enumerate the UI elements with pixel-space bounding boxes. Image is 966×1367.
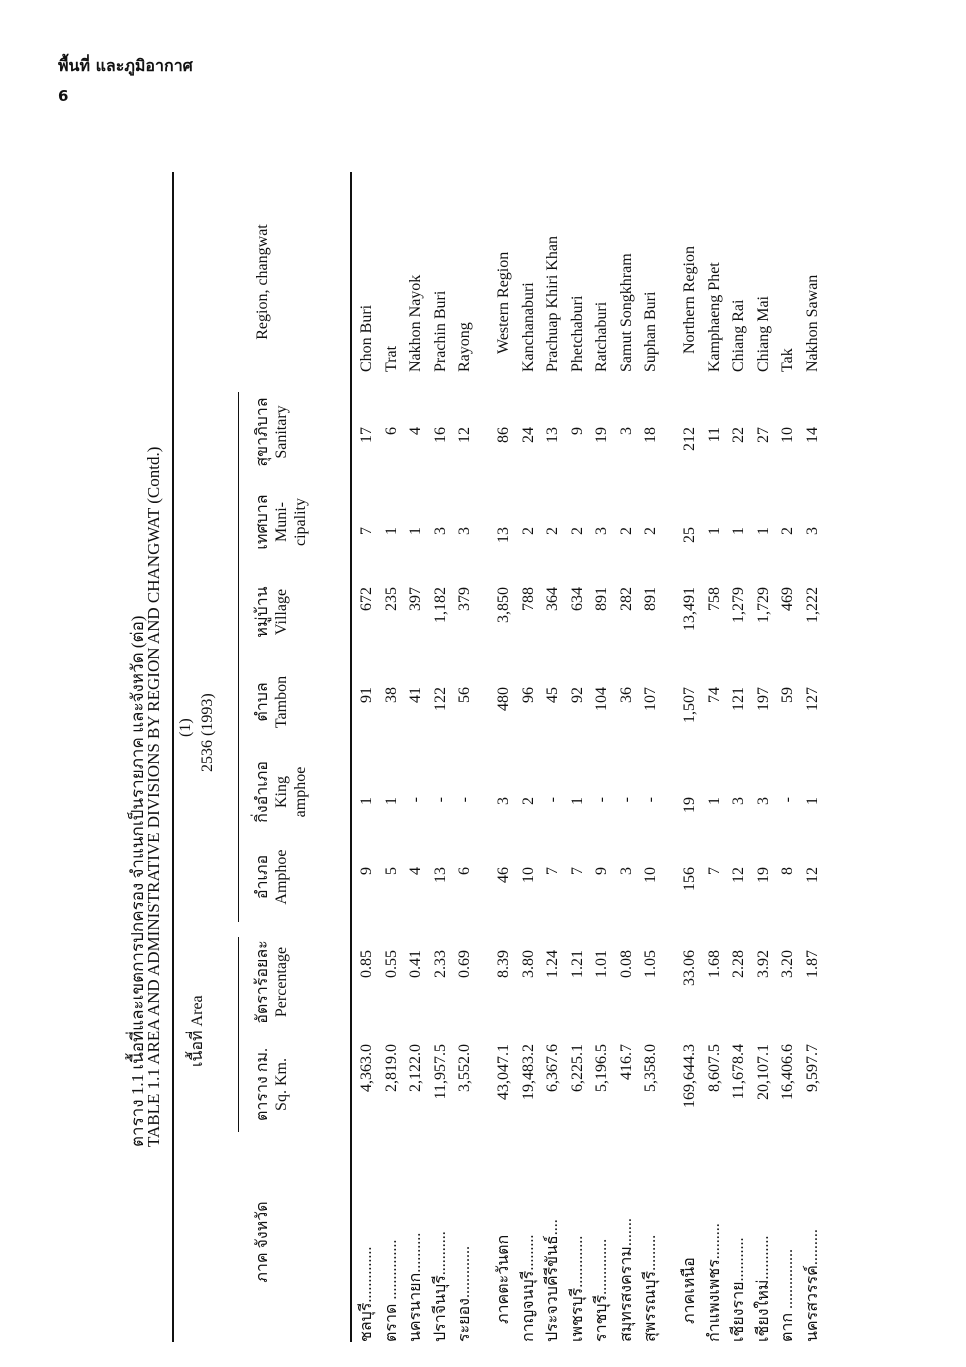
header-tambon: ตำบล Tambon [254,675,290,729]
cell-municipality: 2 [779,527,797,535]
cell-king-amphoe: - [642,797,660,803]
cell-amphoe: 4 [407,867,424,875]
cell-king-amphoe: - [779,797,797,803]
cell-sanitary: 22 [730,427,748,443]
cell-sqkm: 43,047.1 [495,1044,513,1100]
cell-sanitary: 27 [754,427,772,443]
cell-municipality: 2 [642,527,660,535]
cell-changwat-thai: ชลบุรี.............. [358,1246,375,1342]
cell-village: 758 [705,587,723,611]
cell-amphoe: 7 [705,867,723,875]
cell-percentage: 0.08 [617,950,635,978]
cell-percentage: 3.92 [754,950,772,978]
cell-sanitary: 3 [617,427,635,435]
cell-percentage: 1.21 [568,950,586,978]
cell-sanitary: 10 [779,427,797,443]
running-head-title: พื้นที่ และภูมิอากาศ [58,56,193,75]
cell-king-amphoe: 1 [382,797,400,805]
cell-tambon: 92 [568,687,586,703]
cell-sqkm: 416.7 [617,1044,635,1080]
cell-region-english: Trat [382,345,400,372]
cell-sanitary: 17 [358,427,375,443]
header-year-note: (1) [177,718,194,737]
cell-region-english: Kanchanaburi [519,282,537,372]
header-municipality: เทศบาล Muni- cipality [254,494,309,550]
cell-amphoe: 3 [617,867,635,875]
cell-amphoe: 10 [642,867,660,883]
cell-changwat-thai: เพชรบุรี............. [568,1235,586,1342]
cell-municipality: 2 [568,527,586,535]
cell-region-english: Phetchaburi [568,295,586,372]
cell-region-english: Northern Region [681,246,699,354]
cell-sqkm: 6,225.1 [568,1044,586,1092]
cell-region-english: Prachin Buri [431,290,449,372]
cell-amphoe: 9 [593,867,611,875]
cell-sanitary: 9 [568,427,586,435]
cell-tambon: 107 [642,687,660,711]
cell-village: 3,850 [495,587,513,623]
cell-sqkm: 4,363.0 [358,1044,375,1092]
cell-tambon: 74 [705,687,723,703]
cell-region-english: Chiang Mai [754,296,772,372]
cell-village: 235 [382,587,400,611]
cell-percentage: 8.39 [495,950,513,978]
cell-king-amphoe: 3 [730,797,748,805]
cell-king-amphoe: 19 [681,797,699,813]
header-king-amphoe: กิ่งอำเภอ King amphoe [254,761,309,823]
cell-sqkm: 3,552.0 [456,1044,473,1092]
cell-region-english: Chon Buri [358,304,375,372]
cell-percentage: 1.05 [642,950,660,978]
cell-village: 788 [519,587,537,611]
cell-village: 397 [407,587,424,611]
cell-amphoe: 7 [544,867,562,875]
cell-amphoe: 12 [803,867,821,883]
cell-sqkm: 2,122.0 [407,1044,424,1092]
cell-king-amphoe: 1 [568,797,586,805]
cell-tambon: 122 [431,687,449,711]
cell-municipality: 2 [519,527,537,535]
cell-tambon: 197 [754,687,772,711]
cell-region-english: Rayong [456,322,473,372]
cell-tambon: 36 [617,687,635,703]
cell-region-english: Tak [779,348,797,372]
cell-region-english: Nakhon Sawan [803,274,821,372]
cell-tambon: 480 [495,687,513,711]
cell-sqkm: 16,406.6 [779,1044,797,1100]
cell-region-english: Chiang Rai [730,299,748,372]
cell-king-amphoe: 3 [495,797,513,805]
header-percentage: อัตราร้อยละ Percentage [254,940,290,1024]
cell-changwat-thai: เชียงราย........... [730,1237,748,1342]
cell-village: 1,279 [730,587,748,623]
cell-amphoe: 10 [519,867,537,883]
cell-municipality: 1 [754,527,772,535]
cell-changwat-thai: ระยอง............. [456,1246,473,1342]
cell-changwat-thai: กาญจนบุรี......... [519,1234,537,1342]
cell-changwat-thai: ประจวบคีรีขันธ์.... [544,1219,562,1342]
cell-sanitary: 19 [593,427,611,443]
cell-amphoe: 5 [382,867,400,875]
cell-percentage: 33.06 [681,950,699,986]
cell-sqkm: 20,107.1 [754,1044,772,1100]
cell-king-amphoe: - [456,797,473,803]
area-group-rule [238,937,239,1132]
cell-sanitary: 13 [544,427,562,443]
cell-sqkm: 169,644.3 [681,1044,699,1108]
table-title-thai: ตาราง 1.1 เนื้อที่และเขตการปกครอง จำแนกเป็นรายภาค และจังหวัด (ต่อ) [128,615,147,1147]
cell-sqkm: 6,367.6 [544,1044,562,1092]
cell-sanitary: 24 [519,427,537,443]
cell-municipality: 2 [544,527,562,535]
cell-region-english: Western Region [495,251,513,354]
cell-municipality: 13 [495,527,513,543]
cell-region-english: Suphan Buri [642,291,660,372]
cell-changwat-thai: นครสวรรค์......... [803,1229,821,1342]
running-head [58,56,193,106]
cell-changwat-thai: ตราด ............... [382,1239,400,1342]
cell-village: 282 [617,587,635,611]
header-village: หมู่บ้าน Village [254,586,290,638]
cell-municipality: 3 [431,527,449,535]
cell-sqkm: 9,597.7 [803,1044,821,1092]
cell-amphoe: 7 [568,867,586,875]
cell-percentage: 1.24 [544,950,562,978]
cell-king-amphoe: 3 [754,797,772,805]
cell-percentage: 3.80 [519,950,537,978]
cell-sanitary: 212 [681,427,699,451]
cell-changwat-thai: กำแพงเพชร......... [705,1223,723,1342]
cell-king-amphoe: - [544,797,562,803]
cell-tambon: 91 [358,687,375,703]
cell-sqkm: 8,607.5 [705,1044,723,1092]
cell-king-amphoe: 1 [358,797,375,805]
rotated-table [118,172,938,1342]
cell-municipality: 25 [681,527,699,543]
cell-region-english: Nakhon Nayok [407,274,424,372]
cell-changwat-thai: สุพรรณบุรี......... [642,1234,660,1342]
cell-sanitary: 18 [642,427,660,443]
cell-changwat-thai: ปราจีนบุรี........... [431,1231,449,1342]
header-area-group: เนื้อที่ Area [189,995,206,1067]
cell-village: 634 [568,587,586,611]
cell-region-english: Kamphaeng Phet [705,262,723,372]
cell-tambon: 104 [593,687,611,711]
cell-region-english: Prachuap Khiri Khan [544,236,562,372]
cell-tambon: 38 [382,687,400,703]
cell-municipality: 7 [358,527,375,535]
cell-king-amphoe: - [407,797,424,803]
cell-municipality: 3 [456,527,473,535]
header-sanitary: สุขาภิบาล Sanitary [254,397,290,467]
cell-sqkm: 11,678.4 [730,1044,748,1100]
cell-percentage: 0.41 [407,950,424,978]
cell-percentage: 0.55 [382,950,400,978]
cell-king-amphoe: 1 [705,797,723,805]
year-group-rule [238,392,239,922]
cell-amphoe: 156 [681,867,699,891]
cell-municipality: 2 [617,527,635,535]
cell-amphoe: 19 [754,867,772,883]
page-number: 6 [58,87,69,105]
header-sqkm: ตาราง กม. Sq. Km. [254,1048,290,1121]
cell-king-amphoe: - [431,797,449,803]
cell-sqkm: 5,196.5 [593,1044,611,1092]
cell-sanitary: 12 [456,427,473,443]
cell-percentage: 1.87 [803,950,821,978]
cell-sqkm: 2,819.0 [382,1044,400,1092]
cell-village: 13,491 [681,587,699,631]
cell-tambon: 41 [407,687,424,703]
cell-percentage: 3.20 [779,950,797,978]
cell-region-english: Ratchaburi [593,301,611,372]
cell-king-amphoe: - [593,797,611,803]
cell-king-amphoe: 2 [519,797,537,805]
cell-municipality: 3 [803,527,821,535]
cell-percentage: 2.28 [730,950,748,978]
cell-sanitary: 16 [431,427,449,443]
cell-percentage: 1.01 [593,950,611,978]
header-year: 2536 (1993) [199,693,216,772]
cell-municipality: 1 [382,527,400,535]
cell-sanitary: 6 [382,427,400,435]
cell-municipality: 1 [730,527,748,535]
cell-changwat-thai: สมุทรสงคราม....... [617,1218,635,1342]
cell-king-amphoe: - [617,797,635,803]
cell-tambon: 59 [779,687,797,703]
cell-tambon: 45 [544,687,562,703]
cell-amphoe: 46 [495,867,513,883]
cell-changwat-thai: นครนายก.......... [407,1232,424,1342]
cell-sqkm: 19,483.2 [519,1044,537,1100]
cell-village: 1,222 [803,587,821,623]
cell-village: 379 [456,587,473,611]
header-bottom-rule [350,172,352,1342]
cell-tambon: 96 [519,687,537,703]
cell-king-amphoe: 1 [803,797,821,805]
cell-sanitary: 11 [705,427,723,443]
cell-sqkm: 5,358.0 [642,1044,660,1092]
cell-percentage: 2.33 [431,950,449,978]
cell-village: 1,729 [754,587,772,623]
cell-amphoe: 12 [730,867,748,883]
cell-sanitary: 4 [407,427,424,435]
header-region-english: Region, changwat [254,224,271,340]
cell-village: 672 [358,587,375,611]
cell-amphoe: 9 [358,867,375,875]
cell-tambon: 56 [456,687,473,703]
header-amphoe: อำเภอ Amphoe [254,849,290,905]
cell-sanitary: 14 [803,427,821,443]
cell-tambon: 127 [803,687,821,711]
cell-percentage: 1.68 [705,950,723,978]
cell-amphoe: 13 [431,867,449,883]
cell-percentage: 0.85 [358,950,375,978]
table-top-rule [172,172,174,1342]
cell-changwat-thai: เชียงใหม่........... [754,1235,772,1342]
cell-percentage: 0.69 [456,950,473,978]
cell-changwat-thai: ภาคเหนือ [681,1257,699,1324]
cell-region-english: Samut Songkhram [617,253,635,372]
cell-village: 891 [593,587,611,611]
cell-sqkm: 11,957.5 [431,1044,449,1100]
cell-tambon: 121 [730,687,748,711]
cell-changwat-thai: ภาคตะวันตก [495,1234,513,1324]
cell-sanitary: 86 [495,427,513,443]
cell-municipality: 1 [407,527,424,535]
cell-village: 364 [544,587,562,611]
cell-village: 1,182 [431,587,449,623]
cell-changwat-thai: ตาก ............... [779,1248,797,1342]
cell-municipality: 3 [593,527,611,535]
cell-village: 891 [642,587,660,611]
cell-amphoe: 8 [779,867,797,875]
table-title-english: TABLE 1.1 AREA AND ADMINISTRATIVE DIVISIONS BY REGION AND CHANGWAT (Contd.) [144,446,163,1147]
cell-changwat-thai: ราชบุรี.............. [593,1238,611,1342]
cell-tambon: 1,507 [681,687,699,723]
cell-municipality: 1 [705,527,723,535]
cell-village: 469 [779,587,797,611]
cell-amphoe: 6 [456,867,473,875]
header-region-thai: ภาค จังหวัด [254,1201,271,1283]
